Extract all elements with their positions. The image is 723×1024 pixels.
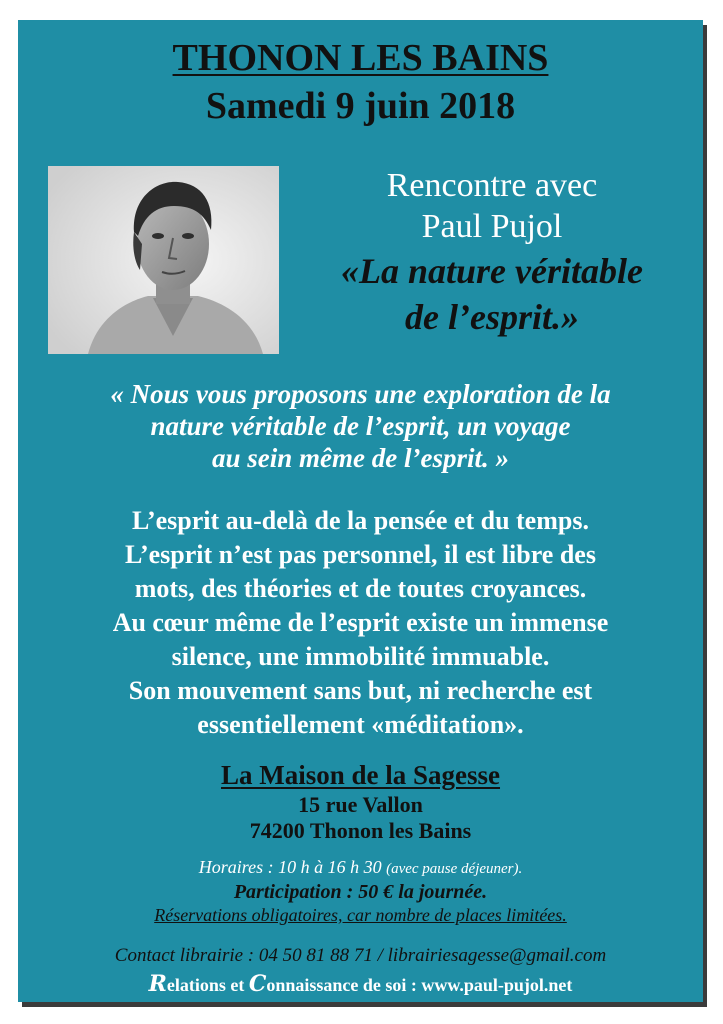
event-date: Samedi 9 juin 2018 (205, 85, 516, 127)
event-city: THONON LES BAINS (172, 37, 549, 79)
quote-line: nature véritable de l’esprit, un voyage (150, 411, 571, 441)
speaker-name: Paul Pujol (421, 208, 563, 245)
poster-header (18, 36, 703, 130)
price-line: Participation : 50 € la journée. (233, 881, 488, 903)
quote-line: « Nous vous proposons une exploration de la (110, 379, 611, 409)
meeting-intro: Rencontre avec (386, 167, 598, 204)
description-line: mots, des théories et de toutes croyances. (134, 574, 587, 603)
relations-initial: R (148, 971, 167, 997)
website-line (18, 972, 703, 997)
hours-text: Horaires : 10 h à 16 h 30 (198, 857, 382, 877)
description-text (18, 504, 703, 742)
description-line: silence, une immobilité immuable. (171, 642, 550, 671)
description-line: Son mouvement sans but, ni recherche est (128, 676, 593, 705)
quote-line: au sein même de l’esprit. » (212, 443, 509, 473)
event-poster (18, 20, 703, 1002)
hours-note: (avec pause déjeuner). (386, 861, 523, 877)
website-text: onnaissance de soi : www.paul-pujol.net (266, 975, 573, 995)
venue-street: 15 rue Vallon (298, 792, 423, 817)
venue-name: La Maison de la Sagesse (220, 760, 501, 790)
talk-title-line2: de l’esprit.» (405, 297, 579, 337)
connaissance-initial: C (248, 971, 267, 997)
description-line: Au cœur même de l’esprit existe un immense (112, 608, 609, 637)
venue-city: 74200 Thonon les Bains (249, 818, 472, 843)
practical-info (18, 856, 703, 927)
reservation-notice: Réservations obligatoires, car nombre de places limitées. (154, 905, 567, 925)
talk-title-line1: «La nature véritable (341, 251, 643, 291)
contact-line: Contact librairie : 04 50 81 88 71 / librairiesagesse@gmail.com (114, 945, 607, 966)
speaker-photo (48, 166, 279, 354)
relations-text: elations et (166, 975, 249, 995)
intro-quote (18, 378, 703, 474)
venue-block (18, 758, 703, 844)
description-line: L’esprit n’est pas personnel, il est libre des (125, 540, 596, 569)
event-title-block (286, 166, 698, 340)
hours-line (18, 856, 703, 880)
description-line: essentiellement «méditation». (197, 710, 524, 739)
description-line: L’esprit au-delà de la pensée et du temps. (132, 506, 589, 535)
